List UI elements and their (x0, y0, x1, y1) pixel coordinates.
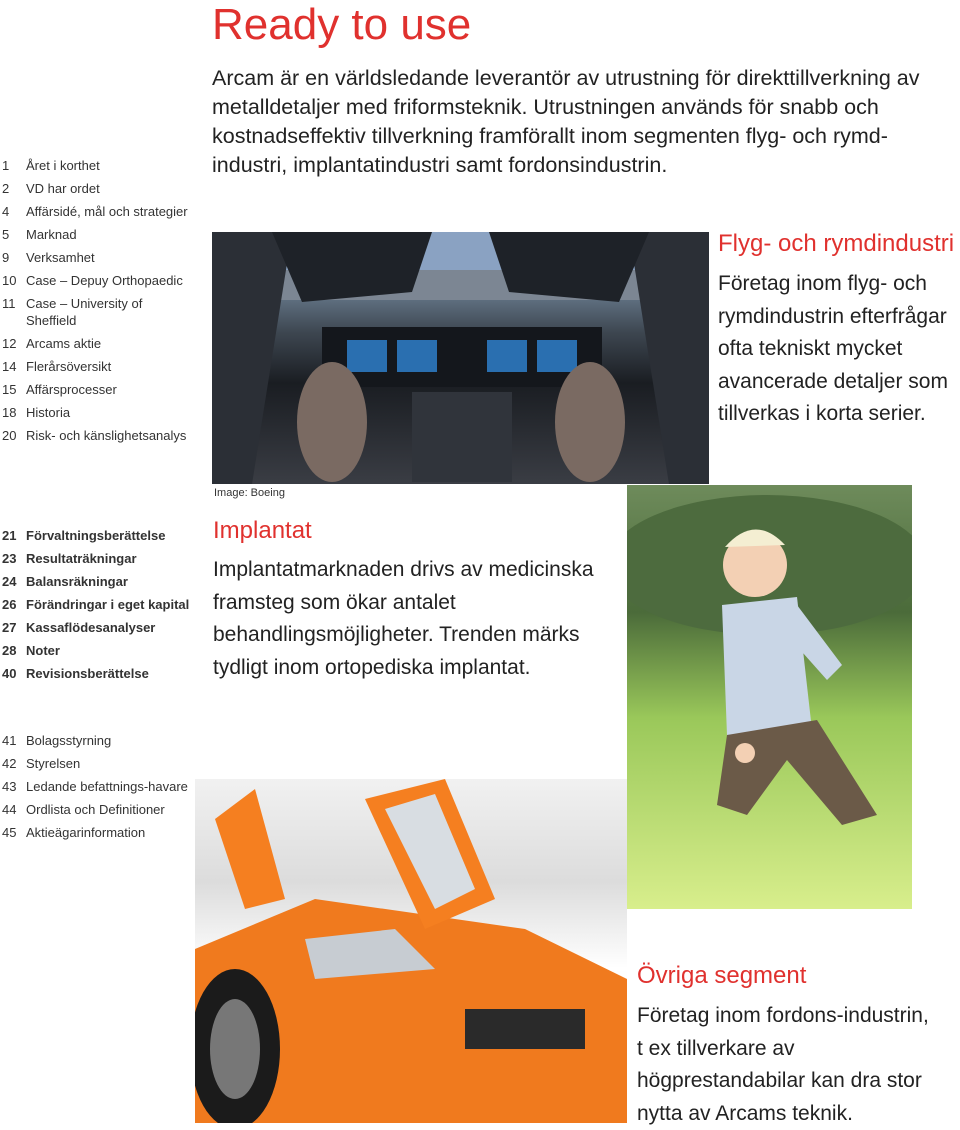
toc-item[interactable] (0, 427, 190, 444)
toc-item-number: 9 (2, 250, 10, 265)
toc-item-label: Aktieägarinformation (26, 825, 146, 840)
toc-item-number: 40 (2, 666, 17, 681)
toc-item[interactable] (0, 226, 190, 243)
toc-item-label: Marknad (26, 227, 77, 242)
toc-item-label: Förändringar i eget kapital (26, 597, 190, 612)
toc-item-number: 24 (2, 574, 17, 589)
toc-item-label: Affärsprocesser (26, 382, 117, 397)
toc-item-number: 2 (2, 181, 10, 196)
toc-item-label: Revisionsberättelse (26, 666, 149, 681)
toc-item[interactable] (0, 203, 190, 220)
toc-item[interactable] (0, 527, 190, 544)
toc-item-number: 26 (2, 597, 17, 612)
section-body-flyg: Företag inom flyg- och rymdindustrin efterfrågar ofta tekniskt mycket avancerade detaljer som tillverkas i korta serier. (718, 272, 948, 425)
toc-item-number: 21 (2, 528, 17, 543)
running-boy-photo (627, 485, 912, 909)
page-title: Ready to use (212, 0, 472, 49)
toc-item-number: 43 (2, 779, 17, 794)
section-title-implantat: Implantat (213, 517, 312, 544)
toc-item[interactable] (0, 550, 190, 567)
toc-item-number: 5 (2, 227, 10, 242)
toc-item-label: Verksamhet (26, 250, 95, 265)
toc-group-3 (0, 732, 190, 847)
toc-item[interactable] (0, 295, 190, 329)
toc-item-number: 12 (2, 336, 17, 351)
toc-item-label: Kassaflödesanalyser (26, 620, 156, 635)
toc-item[interactable] (0, 335, 190, 352)
toc-item[interactable] (0, 596, 190, 613)
toc-item-number: 14 (2, 359, 17, 374)
toc-item[interactable] (0, 619, 190, 636)
toc-item-number: 44 (2, 802, 17, 817)
toc-item-label: Balansräkningar (26, 574, 128, 589)
toc-item-label: Flerårsöversikt (26, 359, 112, 374)
toc-item-label: Ordlista och Definitioner (26, 802, 165, 817)
toc-item[interactable] (0, 642, 190, 659)
toc-item-label: Case – University of Sheffield (26, 296, 143, 328)
toc-item[interactable] (0, 573, 190, 590)
toc-item-label: Ledande befattnings-havare (26, 779, 188, 794)
toc-item[interactable] (0, 732, 190, 749)
toc-item-number: 45 (2, 825, 17, 840)
toc-item-label: Risk- och känslighetsanalys (26, 428, 187, 443)
toc-item-number: 27 (2, 620, 17, 635)
toc-item[interactable] (0, 157, 190, 174)
toc-item-number: 15 (2, 382, 17, 397)
toc-item[interactable] (0, 272, 190, 289)
toc-item-label: Året i korthet (26, 158, 100, 173)
toc-item-label: Noter (26, 643, 60, 658)
toc-item[interactable] (0, 665, 190, 682)
toc-item-number: 18 (2, 405, 17, 420)
toc-item[interactable] (0, 249, 190, 266)
toc-item-number: 11 (2, 296, 16, 311)
toc-item-number: 41 (2, 733, 17, 748)
image-caption: Image: Boeing (214, 487, 285, 499)
toc-item[interactable] (0, 801, 190, 818)
toc-group-2 (0, 527, 190, 688)
sports-car-photo (195, 779, 627, 1123)
toc-item-number: 42 (2, 756, 17, 771)
toc-item-label: Förvaltningsberättelse (26, 528, 166, 543)
toc-item[interactable] (0, 778, 190, 795)
toc-item-label: VD har ordet (26, 181, 100, 196)
toc-item[interactable] (0, 381, 190, 398)
toc-item-number: 23 (2, 551, 17, 566)
toc-item[interactable] (0, 824, 190, 841)
toc-item-label: Styrelsen (26, 756, 81, 771)
toc-item-number: 28 (2, 643, 17, 658)
section-title-ovriga: Övriga segment (637, 962, 807, 989)
toc-item-label: Arcams aktie (26, 336, 102, 351)
toc-item-label: Affärsidé, mål och strategier (26, 204, 188, 219)
toc-item[interactable] (0, 358, 190, 375)
section-body-implantat: Implantatmarknaden drivs av medicinska framsteg som ökar antalet behandlingsmöjligheter. Trenden märks tydligt inom ortopediska implantat. (213, 558, 594, 679)
toc-item-number: 20 (2, 428, 17, 443)
toc-item-label: Historia (26, 405, 71, 420)
toc-item-number: 10 (2, 273, 17, 288)
toc-item-label: Bolagsstyrning (26, 733, 112, 748)
cockpit-photo (212, 232, 709, 484)
toc-group-1 (0, 157, 190, 450)
toc-item[interactable] (0, 180, 190, 197)
section-title-flyg: Flyg- och rymdindustri (718, 230, 955, 257)
toc-item[interactable] (0, 404, 190, 421)
toc-item[interactable] (0, 755, 190, 772)
toc-item-label: Resultaträkningar (26, 551, 137, 566)
section-body-ovriga: Företag inom fordons-industrin, t ex tillverkare av högprestandabilar kan dra stor nytta av Arcams teknik. (637, 1004, 929, 1125)
toc-item-label: Case – Depuy Orthopaedic (26, 273, 183, 288)
toc-item-number: 4 (2, 204, 10, 219)
intro-text: Arcam är en världsledande leverantör av utrustning för direkttillverkning av metalldetaljer med friformsteknik. Utrustningen används för snabb och kostnadseffektiv tillverkning framförallt inom segmenten flyg- och rymd-industri, implantatindustri samt fordonsindustrin. (212, 66, 920, 177)
toc-item-number: 1 (2, 158, 10, 173)
